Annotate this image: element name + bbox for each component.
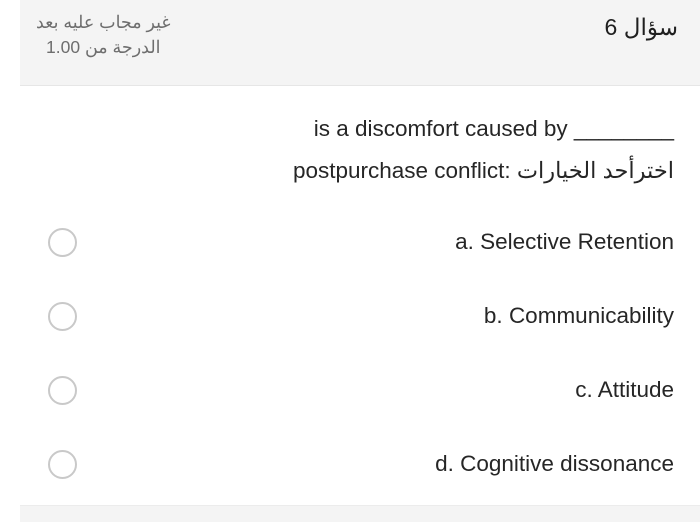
list-item[interactable] <box>20 353 700 427</box>
answer-option-label: c. Attitude <box>575 377 674 403</box>
radio-button-icon[interactable] <box>48 376 77 405</box>
answer-option-label: b. Communicability <box>483 303 674 329</box>
answer-option-label: a. Selective Retention <box>455 229 674 255</box>
answer-options-list <box>20 205 700 501</box>
radio-button-icon[interactable] <box>48 302 77 331</box>
question-stem-line-2: postpurchase conflict: اخترأحد الخيارات <box>292 157 674 183</box>
card-footer <box>20 505 700 522</box>
list-item[interactable] <box>20 205 700 279</box>
question-header <box>20 0 700 86</box>
grade-info: الدرجة من 1.00 <box>46 37 161 58</box>
list-item[interactable] <box>20 279 700 353</box>
page-title: سؤال 6 <box>604 14 678 40</box>
left-gutter <box>0 0 21 522</box>
question-stem <box>20 86 700 191</box>
answer-option-label: d. Cognitive dissonance <box>435 451 674 477</box>
question-stem-line-1: is a discomfort caused by ________ <box>313 116 674 141</box>
status-badge: غير مجاب عليه بعد <box>36 12 171 32</box>
question-body <box>20 86 700 522</box>
radio-button-icon[interactable] <box>48 228 77 257</box>
list-item[interactable] <box>20 427 700 501</box>
radio-button-icon[interactable] <box>48 450 77 479</box>
question-status <box>36 10 171 61</box>
